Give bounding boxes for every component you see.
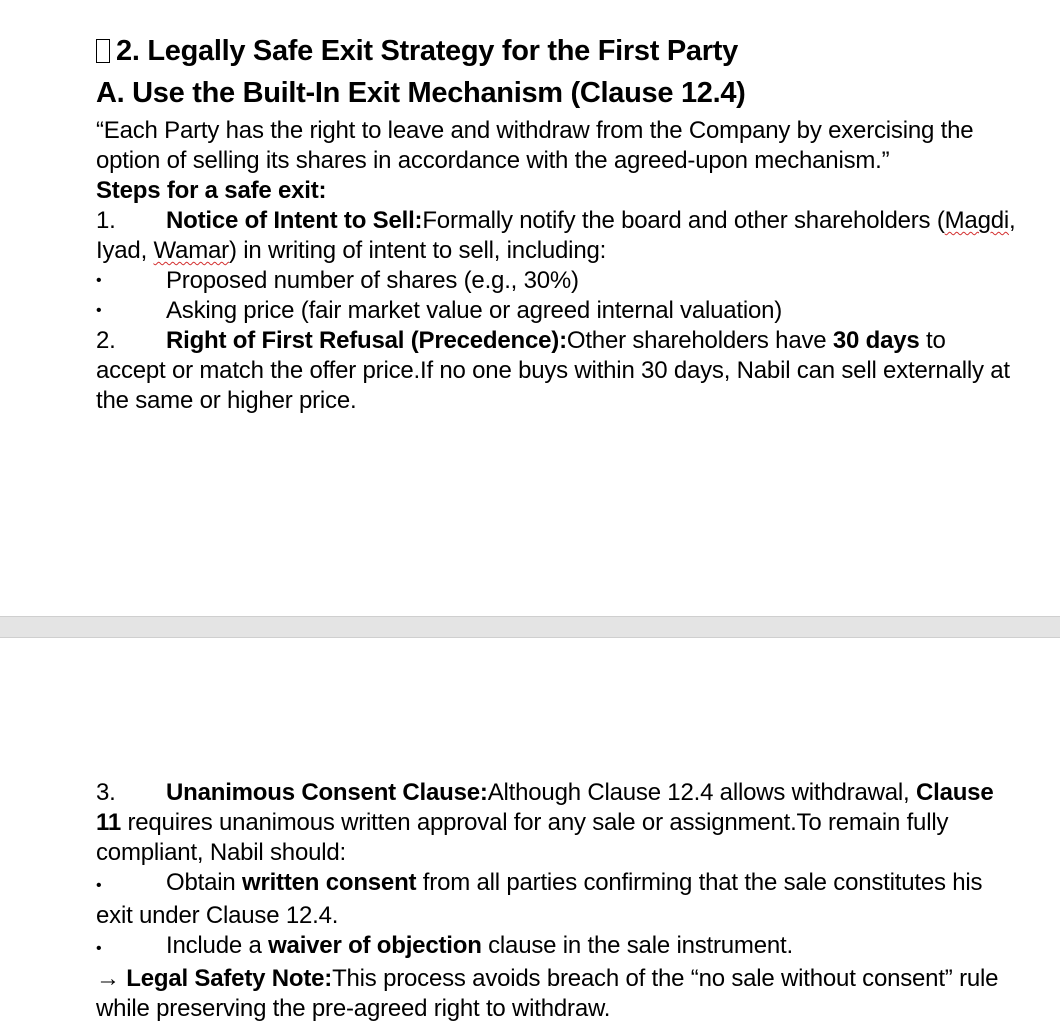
step-3 bbox=[96, 778, 1016, 868]
bullet-2-text-a: Include a bbox=[166, 932, 269, 959]
bullet-icon: • bbox=[96, 272, 102, 289]
bullet-2-text-b: clause in the sale instrument. bbox=[481, 932, 793, 959]
missing-glyph-icon bbox=[96, 39, 110, 63]
step-1-bullet-2 bbox=[96, 296, 1016, 326]
step-3-number: 3. bbox=[96, 779, 116, 806]
bullet-2-bold: waiver of objection bbox=[268, 932, 482, 959]
document-page-2 bbox=[0, 638, 1060, 1034]
step-3-bullet-2 bbox=[96, 931, 1016, 964]
step-3-title: Unanimous Consent Clause: bbox=[166, 779, 488, 806]
page-break-divider bbox=[0, 616, 1060, 638]
section-heading bbox=[96, 30, 1016, 72]
bullet-1-bold: written consent bbox=[241, 869, 417, 896]
step-3-bold: Clause 11 bbox=[96, 779, 994, 836]
step-2-text-b: to accept or match the offer price.If no one buys within 30 days, Nabil can sell externally at the same or higher price. bbox=[96, 327, 1010, 414]
step-2-text-a: Other shareholders have bbox=[566, 327, 833, 354]
section-heading-text: 2. Legally Safe Exit Strategy for the First Party bbox=[116, 35, 738, 67]
bullet-1-text-a: Obtain bbox=[166, 869, 242, 896]
page-1-content bbox=[96, 30, 1016, 416]
step-3-text-a: Although Clause 12.4 allows withdrawal, bbox=[487, 779, 916, 806]
spellcheck-word-wamar[interactable]: Wamar bbox=[153, 237, 229, 264]
step-3-bullet-1 bbox=[96, 868, 1016, 931]
subsection-heading: A. Use the Built-In Exit Mechanism (Clause 12.4) bbox=[96, 77, 746, 109]
bullet-text: Asking price (fair market value or agreed internal valuation) bbox=[166, 297, 783, 324]
step-3-text-b: requires unanimous written approval for any sale or assignment.To remain fully compliant, Nabil should: bbox=[96, 809, 949, 866]
step-2 bbox=[96, 326, 1016, 416]
step-1-sep: , Iyad, bbox=[96, 207, 1016, 264]
legal-safety-note bbox=[96, 964, 1016, 1024]
bullet-icon: • bbox=[96, 940, 102, 957]
step-1 bbox=[96, 206, 1016, 266]
bullet-icon: • bbox=[96, 877, 102, 894]
step-2-bold: 30 days bbox=[832, 327, 920, 354]
clause-quote: “Each Party has the right to leave and withdraw from the Company by exercising the option of selling its shares in accordance with the agreed-upon mechanism.” bbox=[96, 117, 974, 174]
bullet-icon: • bbox=[96, 302, 102, 319]
step-2-number: 2. bbox=[96, 327, 116, 354]
bullet-1-text-b: from all parties confirming that the sale constitutes his exit under Clause 12.4. bbox=[96, 869, 983, 929]
step-1-bullet-1 bbox=[96, 266, 1016, 296]
right-arrow-icon: → bbox=[96, 965, 120, 992]
step-1-number: 1. bbox=[96, 207, 116, 234]
step-1-text-a: Formally notify the board and other shareholders ( bbox=[422, 207, 945, 234]
note-title: Legal Safety Note: bbox=[126, 965, 333, 992]
step-2-title: Right of First Refusal (Precedence): bbox=[166, 327, 567, 354]
step-1-text-b: ) in writing of intent to sell, including: bbox=[228, 237, 607, 264]
spellcheck-word-magdi[interactable]: Magdi bbox=[944, 207, 1009, 234]
bullet-text: Proposed number of shares (e.g., 30%) bbox=[166, 267, 579, 294]
page-2-content bbox=[96, 778, 1016, 1024]
note-text: This process avoids breach of the “no sale without consent” rule while preserving the pre-agreed right to withdraw. bbox=[96, 965, 999, 1022]
steps-heading: Steps for a safe exit: bbox=[96, 177, 327, 204]
step-1-title: Notice of Intent to Sell: bbox=[166, 207, 423, 234]
